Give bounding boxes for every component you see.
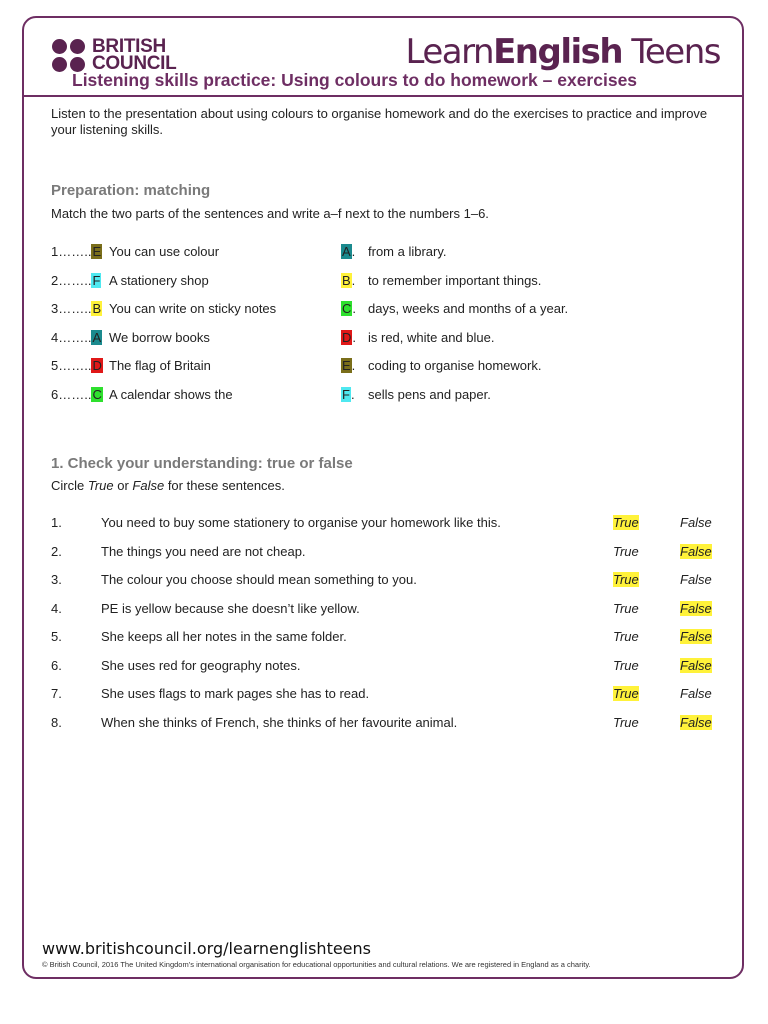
matching-row [51,330,731,348]
truefalse-row [51,601,731,619]
page-title: Listening skills practice: Using colours to do homework – exercises [72,70,638,90]
true-option[interactable]: True [613,572,639,587]
truefalse-sentence: When she thinks of French, she thinks of her favourite animal. [101,714,458,730]
truefalse-sentence: You need to buy some stationery to organise your homework like this. [101,515,501,530]
truefalse-sentence: The things you need are not cheap. [101,543,306,559]
true-option[interactable]: True [613,600,639,616]
matching-row [51,244,731,262]
truefalse-number: 7. [51,686,62,701]
matching-answer: A [92,329,102,345]
logo-dots-icon [52,39,85,72]
false-option[interactable]: False [680,657,712,673]
matching-left-part: You can use colour [109,244,220,259]
truefalse-sentence: The colour you choose should mean something to you. [101,572,417,587]
matching-right-part: to remember important things. [368,272,542,288]
footer-url[interactable]: www.britishcouncil.org/learnenglishteens [42,939,371,958]
matching-left-part: A calendar shows the [109,386,233,402]
matching-row [51,358,731,376]
truefalse-sentence: She uses red for geography notes. [101,657,301,673]
truefalse-row [51,658,731,676]
truefalse-row [51,515,731,533]
truefalse-row [51,715,731,733]
matching-left-part: We borrow books [109,329,210,345]
true-option[interactable]: True [613,686,639,701]
true-option[interactable]: True [613,629,639,644]
matching-letter: E. [342,358,356,373]
matching-letter: D. [342,329,357,345]
preparation-instruction: Match the two parts of the sentences and write a–f next to the numbers 1–6. [51,206,489,221]
truefalse-number: 4. [51,600,62,616]
logo-text: BRITISH COUNCIL [92,36,177,74]
matching-right-part: sells pens and paper. [368,386,491,402]
matching-answer: E [92,244,102,259]
matching-right-part: is red, white and blue. [368,329,495,345]
truefalse-sentence: She keeps all her notes in the same folder. [101,629,347,644]
false-option[interactable]: False [680,515,712,530]
matching-answer: D [92,358,102,373]
truefalse-instruction: Circle True or False for these sentences. [51,478,285,493]
matching-number[interactable]: 3……..B [51,301,102,316]
title-divider [24,95,742,97]
matching-right-part: days, weeks and months of a year. [368,301,569,316]
learnenglish-teens-brand: LearnEnglish Teens [405,32,720,72]
truefalse-row [51,686,731,704]
footer-copyright: © British Council, 2016 The United Kingdom’s international organisation for educational opportunities and cultural relations. We are registered in England as a charity. [42,960,591,969]
matching-left-part: You can write on sticky notes [109,301,277,316]
british-council-logo [52,38,176,72]
matching-row [51,273,731,291]
true-option[interactable]: True [613,515,639,530]
false-option[interactable]: False [680,714,712,730]
truefalse-sentence: She uses flags to mark pages she has to read. [101,686,370,701]
truefalse-row [51,572,731,590]
matching-number[interactable]: 2……..F [51,272,101,288]
matching-answer: B [92,301,102,316]
truefalse-number: 3. [51,572,62,587]
truefalse-number: 8. [51,714,62,730]
matching-right-part: coding to organise homework. [368,358,542,373]
false-option[interactable]: False [680,600,712,616]
false-option[interactable]: False [680,686,712,701]
truefalse-number: 5. [51,629,62,644]
truefalse-heading: 1. Check your understanding: true or false [51,455,353,472]
truefalse-number: 2. [51,543,62,559]
matching-row [51,387,731,405]
true-option[interactable]: True [613,714,639,730]
true-option[interactable]: True [613,657,639,673]
truefalse-row [51,544,731,562]
matching-number[interactable]: 5……..D [51,358,102,373]
intro-text: Listen to the presentation about using colours to organise homework and do the exercises to practice and improve your listening skills. [51,106,708,137]
matching-letter: A. [342,244,356,259]
false-option[interactable]: False [680,543,712,559]
matching-left-part: A stationery shop [109,272,209,288]
matching-number[interactable]: 6……..C [51,386,102,402]
matching-number[interactable]: 4……..A [51,329,102,345]
matching-letter: C. [342,301,357,316]
true-option[interactable]: True [613,543,639,559]
matching-left-part: The flag of Britain [109,358,211,373]
matching-letter: F. [342,386,355,402]
truefalse-number: 6. [51,657,62,673]
page-frame [22,16,744,979]
matching-number[interactable]: 1……..E [51,244,102,259]
matching-answer: C [92,386,102,402]
matching-letter: B. [342,272,356,288]
false-option[interactable]: False [680,572,712,587]
truefalse-row [51,629,731,647]
matching-answer: F [92,272,101,288]
preparation-heading: Preparation: matching [51,182,211,199]
matching-right-part: from a library. [368,244,447,259]
false-option[interactable]: False [680,629,712,644]
truefalse-number: 1. [51,515,62,530]
truefalse-sentence: PE is yellow because she doesn’t like yellow. [101,600,360,616]
matching-row [51,301,731,319]
